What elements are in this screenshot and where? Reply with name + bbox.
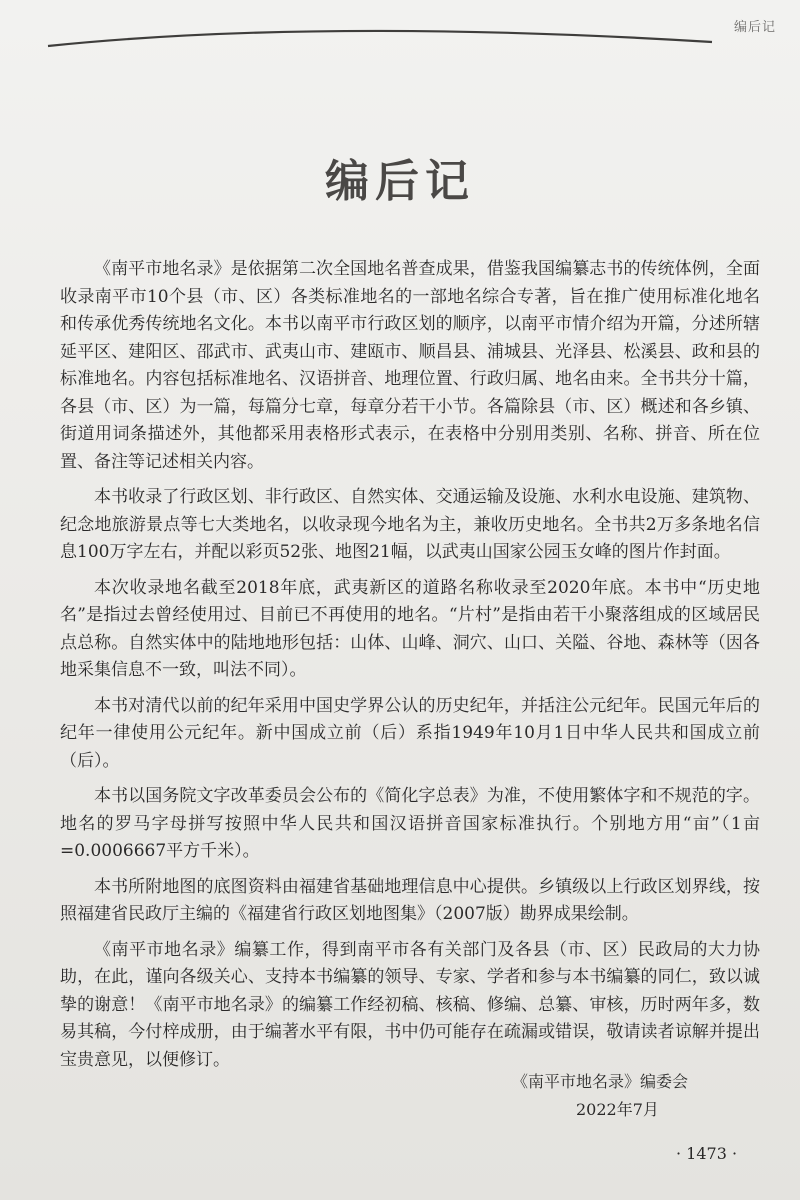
paragraph-1: 《南平市地名录》是依据第二次全国地名普查成果，借鉴我国编纂志书的传统体例，全面收录南平市10个县（市、区）各类标准地名的一部地名综合专著，旨在推广使用标准化地名和传承优秀传统地名文化。本书以南平市行政区划的顺序，以南平市情介绍为开篇，分述所辖延平区、建阳区、邵武市、武夷山市、建瓯市、顺昌县、浦城县、光泽县、松溪县、政和县的标准地名。内容包括标准地名、汉语拼音、地理位置、行政归属、地名由来。全书共分十篇，各县（市、区）为一篇，每篇分七章，每章分若干小节。各篇除县（市、区）概述和各乡镇、街道用词条描述外，其他都采用表格形式表示，在表格中分别用类别、名称、拼音、所在位置、备注等记述相关内容。 [60,259,760,472]
page-number: · 1473 · [676,1144,738,1163]
header-rule [0,0,800,60]
paragraph-7: 《南平市地名录》编纂工作，得到南平市各有关部门及各县（市、区）民政局的大力协助，在此，谨向各级关心、支持本书编纂的领导、专家、学者和参与本书编纂的同仁，致以诚挚的谢意！《南平市地名录》的编纂工作经初稿、核稿、修编、总纂、审核，历时两年多，数易其稿，今付梓成册，由于编著水平有限，书中仍可能存在疏漏或错误，敬请读者谅解并提出宝贵意见，以便修订。 [60,939,760,1070]
paragraph-4: 本书对清代以前的纪年采用中国史学界公认的历史纪年，并括注公元纪年。民国元年后的纪年一律使用公元纪年。新中国成立前（后）系指1949年10月1日中华人民共和国成立前（后）。 [60,695,760,771]
paragraph-5: 本书以国务院文字改革委员会公布的《简化字总表》为准，不使用繁体字和不规范的字。地名的罗马字母拼写按照中华人民共和国汉语拼音国家标准执行。个别地方用“亩”（1亩=0.0006667平方千米）。 [60,786,760,861]
paragraph-3: 本次收录地名截至2018年底，武夷新区的道路名称收录至2020年底。本书中“历史地名”是指过去曾经使用过、目前已不再使用的地名。“片村”是指由若干小聚落组成的区域居民点总称。自然实体中的陆地地形包括：山体、山峰、洞穴、山口、关隘、谷地、森林等（因各地采集信息不一致，叫法不同）。 [60,577,760,680]
paragraph-6: 本书所附地图的底图资料由福建省基础地理信息中心提供。乡镇级以上行政区划界线，按照福建省民政厅主编的《福建省行政区划地图集》（2007版）勘界成果绘制。 [60,876,760,924]
page-title: 编后记 [325,156,475,208]
paragraph-2: 本书收录了行政区划、非行政区、自然实体、交通运输及设施、水利水电设施、建筑物、纪念地旅游景点等七大类地名，以收录现今地名为主，兼收历史地名。全书共2万多条地名信息100万字左右，并配以彩页52张、地图21幅，以武夷山国家公园玉女峰的图片作封面。 [60,487,760,562]
signature-block [440,1068,740,1124]
body-text [60,256,760,1082]
signature-date: 2022年7月 [576,1100,659,1119]
signature-editor: 《南平市地名录》编委会 [512,1072,689,1091]
running-head: 编后记 [733,20,776,35]
